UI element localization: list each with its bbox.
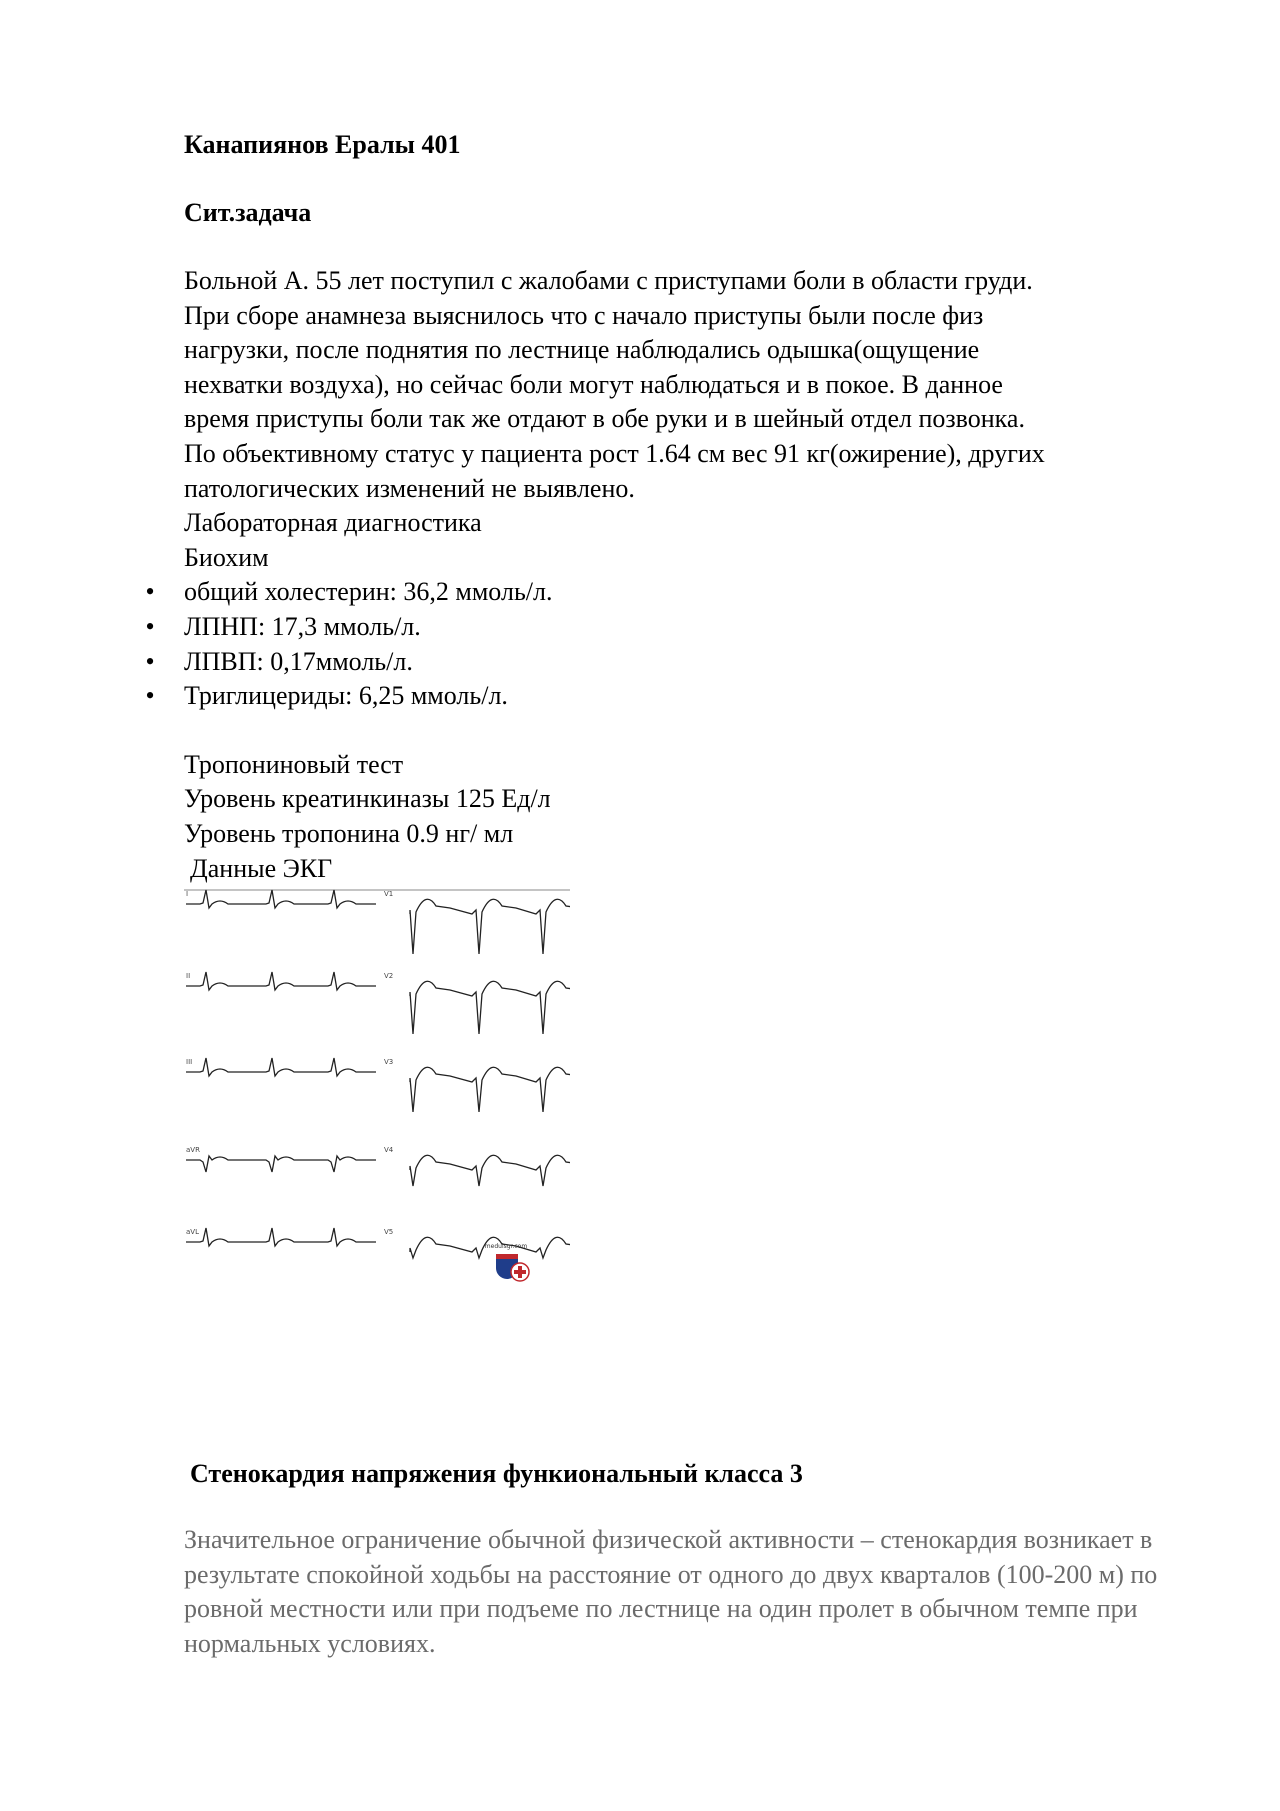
biochem-value: ЛПВП: 0,17ммоль/л. [184, 646, 413, 676]
task-title: Сит.задача [184, 198, 312, 227]
troponin-heading: Тропониновый тест [184, 749, 404, 779]
lead-label: V2 [384, 972, 394, 981]
bullet-marker: • [145, 611, 155, 641]
document-content [145, 128, 1204, 1290]
biochem-value: ЛПНП: 17,3 ммоль/л. [184, 611, 421, 641]
lead-label: aVL [186, 1228, 199, 1237]
lead-label: II [186, 972, 191, 981]
ecg-heading: Данные ЭКГ [190, 853, 333, 883]
troponin-level: Уровень тропонина 0.9 нг/ мл [184, 818, 514, 848]
lead-label: V4 [384, 1146, 394, 1155]
case-line: нехватки воздуха), но сейчас боли могут наблюдаться и в покое. В данное [184, 369, 1003, 399]
biochem-value: общий холестерин: 36,2 ммоль/л. [184, 577, 553, 607]
biochem-list [145, 575, 1204, 713]
biochem-value: Триглицериды: 6,25 ммоль/л. [184, 681, 508, 711]
case-line: По объективному статус у пациента рост 1.64 см вес 91 кг(ожирение), других [184, 438, 1045, 468]
bullet-marker: • [145, 577, 155, 607]
biochem-heading: Биохим [184, 542, 269, 572]
lead-label: V5 [384, 1228, 394, 1237]
diagnosis-title: Стенокардия напряжения функиональный класса 3 [190, 1459, 803, 1488]
case-line: Больной А. 55 лет поступил с жалобами с приступами боли в области груди. [184, 266, 1033, 295]
ecg-image [184, 888, 570, 1290]
list-item [145, 645, 1204, 680]
case-description [184, 264, 1204, 506]
list-item [145, 610, 1204, 645]
bullet-marker: • [145, 681, 155, 711]
lab-heading: Лабораторная диагностика [184, 508, 482, 538]
lead-label: V3 [384, 1058, 394, 1067]
watermark-text: medulsgr.com [484, 1243, 528, 1251]
lead-label: V1 [384, 890, 394, 899]
bullet-marker: • [145, 646, 155, 676]
ck-level: Уровень креатинкиназы 125 Ед/л [184, 784, 551, 814]
lead-label: III [186, 1058, 193, 1067]
list-item [145, 575, 1204, 610]
author-heading: Канапиянов Ералы 401 [184, 130, 461, 159]
list-item [145, 679, 1204, 714]
diagnosis-text: Значительное ограничение обычной физической активности – стенокардия возникает в результате спокойной ходьбы на расстояние от одного до двух кварталов (100-200 м) по ровной местности или при подъеме по лестнице на один пролет в обычном темпе при нормальных условиях. [184, 1525, 1158, 1658]
case-line: нагрузки, после поднятия по лестнице наблюдались одышка(ощущение [184, 335, 980, 365]
case-line: патологических изменений не выявлено. [184, 473, 635, 503]
lead-label: aVR [186, 1146, 200, 1155]
case-line: При сборе анамнеза выяснилось что с начало приступы были после физ [184, 300, 984, 330]
lead-label: I [186, 890, 189, 899]
case-line: время приступы боли так же отдают в обе руки и в шейный отдел позвонка. [184, 404, 1025, 434]
